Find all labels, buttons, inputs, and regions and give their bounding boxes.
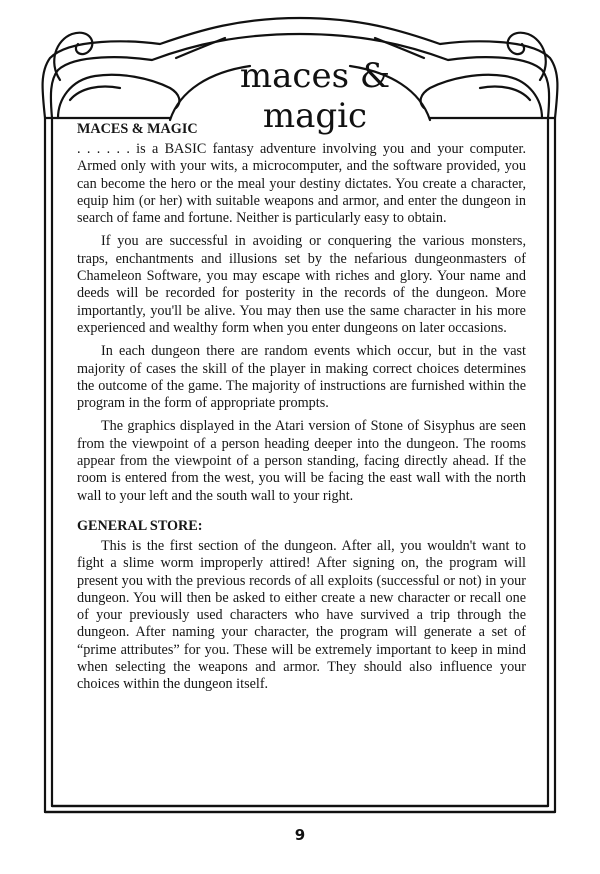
paragraph: . . . . . . is a BASIC fantasy adventure involving you and your computer. Armed only with your wits, a microcomputer, and the software provided, you can become the hero or the meal your destiny dictates. You create a character, equip him (or her) with suitable weapons and armor, and enter the dungeon in search of fame and fortune. Neither is particularly easy to obtain. [77,141,526,227]
section-heading-general-store: GENERAL STORE: [77,517,203,534]
section-heading-maces-magic: MACES & MAGIC [77,121,198,137]
page-title: maces & magic [239,56,391,136]
paragraph: This is the first section of the dungeon. After all, you wouldn't want to fight a slime worm improperly attired! After signing on, the program will present you with the previous records of all exploits (successful or not) in your dungeon. You will then be asked to either create a new character or recall one of your previously used characters who have survived a trip through the dungeon. After naming your character, the program will generate a set of “prime attributes” for you. These will be extremely important to keep in mind when selecting the weapons and armor. They should also influence your choices within the dungeon itself. [77,537,526,693]
paragraph: In each dungeon there are random events which occur, but in the vast majority of cases the skill of the player in making correct choices determines the outcome of the game. The majority of instructions are furnished within the program in the form of appropriate prompts. [77,343,526,412]
paragraph: If you are successful in avoiding or conquering the various monsters, traps, enchantments and illusions set by the nefarious dungeonmasters of Chameleon Software, you may escape with riches and glory. Your name and deeds will be recorded for posterity in the records of the dungeon. More importantly, you'll be alive. You may then use the same character in his more experienced and wealthy form when you enter dungeons on later occasions. [77,233,526,336]
page-number: 9 [294,826,306,844]
paragraph: The graphics displayed in the Atari version of Stone of Sisyphus are seen from the viewpoint of a person heading deeper into the dungeon. The rooms appear from the viewpoint of a person standing, facing directly ahead. If the room is entered from the west, you will be facing the east wall with the north wall to your left and the south wall to your right. [77,418,526,504]
article-body [77,120,526,700]
